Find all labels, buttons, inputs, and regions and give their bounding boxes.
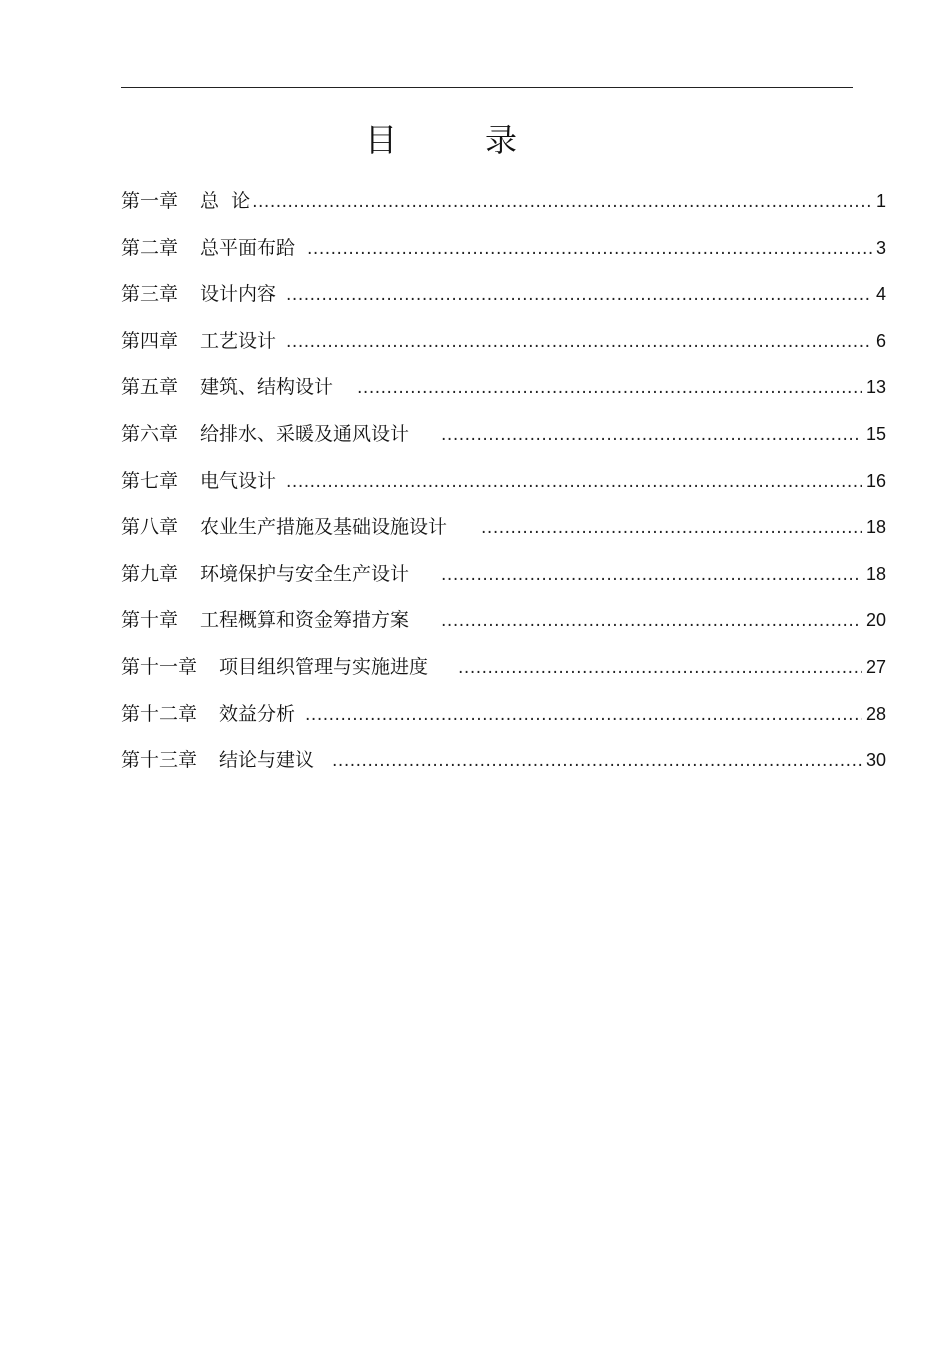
toc-leader-dots bbox=[305, 692, 862, 739]
toc-entry-12[interactable] bbox=[121, 691, 886, 738]
toc-page-number: 15 bbox=[865, 423, 886, 444]
toc-entry-6[interactable] bbox=[121, 411, 886, 458]
toc-entry-4[interactable] bbox=[121, 318, 886, 365]
toc-chapter: 第九章 bbox=[121, 562, 179, 585]
toc-entry-name: 总 论 bbox=[200, 190, 251, 212]
toc-list bbox=[121, 178, 886, 784]
toc-entry-2[interactable] bbox=[121, 225, 886, 272]
toc-leader-dots bbox=[252, 179, 872, 226]
toc-entry-name: 建筑、结构设计 bbox=[200, 376, 334, 399]
toc-chapter: 第十一章 bbox=[121, 655, 198, 678]
toc-entry-7[interactable] bbox=[121, 458, 886, 505]
toc-leader-dots bbox=[286, 272, 872, 319]
toc-page-number: 27 bbox=[865, 656, 886, 677]
toc-entry-name: 效益分析 bbox=[219, 702, 296, 725]
toc-title: 目录 bbox=[364, 121, 605, 159]
toc-chapter: 第十章 bbox=[121, 609, 179, 632]
toc-entry-8[interactable] bbox=[121, 504, 886, 551]
toc-entry-name: 工艺设计 bbox=[200, 329, 277, 352]
toc-page-number: 16 bbox=[865, 470, 886, 491]
toc-entry-11[interactable] bbox=[121, 644, 886, 691]
toc-chapter: 第六章 bbox=[121, 422, 179, 445]
toc-page-number: 13 bbox=[865, 377, 886, 398]
toc-page-number: 6 bbox=[875, 330, 886, 351]
toc-leader-dots bbox=[357, 365, 862, 412]
header-rule bbox=[121, 87, 853, 88]
toc-entry-name: 农业生产措施及基础设施设计 bbox=[200, 516, 448, 539]
toc-entry-9[interactable] bbox=[121, 551, 886, 598]
toc-leader-dots bbox=[441, 598, 862, 645]
toc-page-number: 1 bbox=[875, 191, 886, 211]
toc-entry-13[interactable] bbox=[121, 737, 886, 784]
toc-entry-name: 设计内容 bbox=[200, 283, 277, 306]
toc-entry-name: 电气设计 bbox=[200, 469, 277, 492]
toc-leader-dots bbox=[307, 226, 872, 273]
toc-leader-dots bbox=[458, 645, 862, 692]
toc-page-number: 28 bbox=[865, 703, 886, 724]
toc-chapter: 第十三章 bbox=[121, 749, 198, 772]
toc-page-number: 30 bbox=[865, 750, 886, 771]
toc-leader-dots bbox=[481, 505, 862, 552]
toc-leader-dots bbox=[441, 552, 862, 599]
toc-page-number: 3 bbox=[875, 237, 886, 258]
toc-chapter: 第一章 bbox=[121, 190, 179, 212]
toc-entry-10[interactable] bbox=[121, 597, 886, 644]
toc-chapter: 第七章 bbox=[121, 469, 179, 492]
toc-page-number: 18 bbox=[865, 563, 886, 584]
toc-entry-name: 环境保护与安全生产设计 bbox=[200, 562, 410, 585]
toc-entry-5[interactable] bbox=[121, 364, 886, 411]
toc-page-number: 4 bbox=[875, 284, 886, 305]
toc-chapter: 第八章 bbox=[121, 516, 179, 539]
toc-leader-dots bbox=[441, 412, 862, 459]
toc-entry-name: 工程概算和资金筹措方案 bbox=[200, 609, 410, 632]
toc-chapter: 第三章 bbox=[121, 283, 179, 306]
toc-entry-name: 项目组织管理与实施进度 bbox=[219, 655, 429, 678]
toc-page-number: 18 bbox=[865, 517, 886, 538]
toc-page-number: 20 bbox=[865, 610, 886, 631]
toc-leader-dots bbox=[286, 459, 862, 506]
toc-leader-dots bbox=[332, 738, 862, 785]
toc-leader-dots bbox=[286, 319, 872, 366]
toc-chapter: 第四章 bbox=[121, 329, 179, 352]
toc-entry-3[interactable] bbox=[121, 271, 886, 318]
toc-chapter: 第五章 bbox=[121, 376, 179, 399]
toc-entry-name: 总平面布跲 bbox=[200, 236, 296, 259]
toc-chapter: 第十二章 bbox=[121, 702, 198, 725]
toc-entry-name: 给排水、采暖及通风设计 bbox=[200, 422, 410, 445]
toc-chapter: 第二章 bbox=[121, 236, 179, 259]
toc-entry-1[interactable] bbox=[121, 178, 886, 225]
toc-entry-name: 结论与建议 bbox=[219, 749, 315, 772]
